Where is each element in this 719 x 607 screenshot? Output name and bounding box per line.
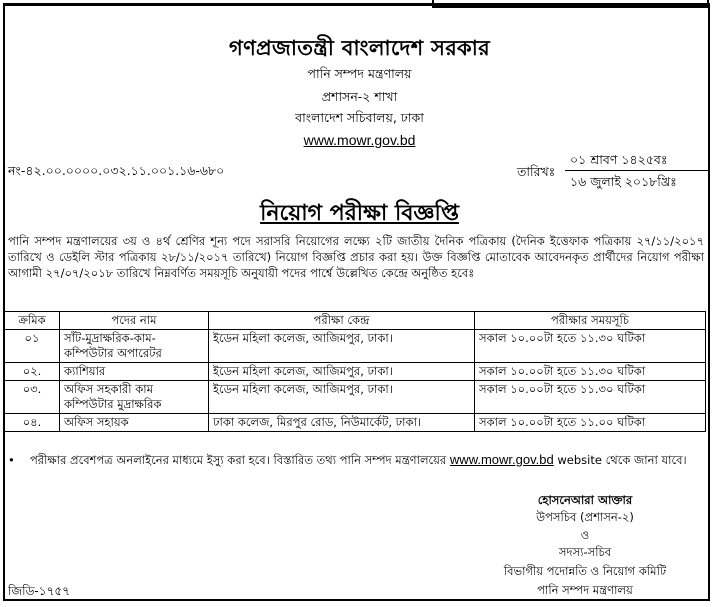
date-english: ১৬ জুলাই ২০১৮খ্রিঃ [570,174,677,189]
ministry-website-link[interactable]: www.mowr.gov.bd [303,132,416,148]
cell-time: সকাল ১০.০০টা হতে ১১.৩০ ঘটিকা [475,363,706,381]
note-text-after: website থেকে জানা যাবে। [557,453,687,467]
cell-post: অফিস সহকারী কাম কম্পিউটার মুদ্রাক্ষরিক [60,381,209,414]
cell-serial: ০৪. [5,414,60,432]
cell-time: সকাল ১০.০০টা হতে ১১.৩০ ঘটিকা [475,330,706,363]
section-name: প্রশাসন-২ শাখা [321,89,398,104]
signatory-name: হোসনেআরা আক্তার [537,493,633,507]
signatory-role: সদস্য-সচিব [558,545,612,559]
date-divider [565,170,709,171]
signatory-committee: বিভাগীয় পদোন্নতি ও নিয়োগ কমিটি [503,564,667,578]
cell-serial: ০৩. [5,381,60,414]
office-location: বাংলাদেশ সচিবালয়, ঢাকা [295,110,424,125]
header-center: পরীক্ষা কেন্দ্র [209,312,475,330]
signatory-designation: উপসচিব (প্রশাসন-২) [536,510,634,524]
cell-serial: ০২. [5,363,60,381]
cell-post: ক্যাশিয়ার [60,363,209,381]
signatory-conjunction: ও [580,528,590,542]
cell-center: ইডেন মহিলা কলেজ, আজিমপুর, ঢাকা। [209,330,475,363]
signatory-ministry: পানি সম্পদ মন্ত্রণালয় [537,583,633,597]
cell-center: ঢাকা কলেজ, মিরপুর রোড, নিউমার্কেট, ঢাকা। [209,414,475,432]
cell-center: ইডেন মহিলা কলেজ, আজিমপুর, ঢাকা। [209,381,475,414]
exam-schedule-table [4,311,706,432]
header-time: পরীক্ষার সময়সূচি [475,312,706,330]
date-bangla: ০১ শ্রাবণ ১৪২৫বঃ [570,152,668,167]
table-row [5,363,706,381]
cell-serial: ০১ [5,330,60,363]
notice-body: পানি সম্পদ মন্ত্রণালয়ের ৩য় ও ৪র্থ শ্রেণির শূন্য পদে সরাসরি নিয়োগের লক্ষ্যে ২টি জাতীয় দৈনিক পত্রিকায় (দৈনিক ইত্তেফাক পত্রিকায় ২৭/১১/২০১৭ তারিখে ও ডেইলি স্টার পত্রিকায় ২৮/১১/২০১৭ তারিখে) নিয়োগ বিজ্ঞপ্তি প্রচার করা হয়। উক্ত বিজ্ঞপ্তি মোতাবেক আবেদনকৃত প্রার্থীদের নিয়োগ পরীক্ষা আগামী ২৭/০৭/২০১৮ তারিখে নিম্নবর্ণিত সময়সূচি অনুযায়ী পদের পার্শ্বে উল্লেখিত কেন্দ্রে অনুষ্ঠিত হবেঃ [8,234,704,280]
government-title: গণপ্রজাতন্ত্রী বাংলাদেশ সরকার [229,36,490,60]
table-row [5,330,706,363]
admit-card-note [8,452,704,468]
cell-time: সকাল ১০.০০টা হতে ১১.৩০ ঘটিকা [475,381,706,414]
table-row [5,381,706,414]
cell-center: ইডেন মহিলা কলেজ, আজিমপুর, ঢাকা। [209,363,475,381]
header-serial: ক্রমিক [5,312,60,330]
cell-time: সকাল ১০.০০টা হতে ১১.০০ ঘটিকা [475,414,706,432]
table-row [5,414,706,432]
header-post: পদের নাম [60,312,209,330]
ministry-name: পানি সম্পদ মন্ত্রণালয় [307,66,412,81]
bullet-point: • [8,453,15,467]
cell-post: সাঁট-মুদ্রাক্ষরিক-কাম-কম্পিউটার অপারেটর [60,330,209,363]
note-text-before: পরীক্ষার প্রবেশপত্র অনলাইনের মাধ্যমে ইস্যু করা হবে। বিস্তারিত তথ্য পানি সম্পদ মন্ত্রণালয়ের [30,453,447,467]
notice-title: নিয়োগ পরীক্ষা বিজ্ঞপ্তি [260,201,459,226]
date-label: তারিখঃ [517,164,556,179]
memo-number: নং-৪২.০০.০০০০.০৩২.১১.০০১.১৬-৬৮০ [8,163,225,178]
cell-post: অফিস সহায়ক [60,414,209,432]
table-header-row [5,312,706,330]
note-website-link[interactable]: www.mowr.gov.bd [449,452,554,467]
gd-code: জিডি-১৭৫৭ [8,584,70,598]
